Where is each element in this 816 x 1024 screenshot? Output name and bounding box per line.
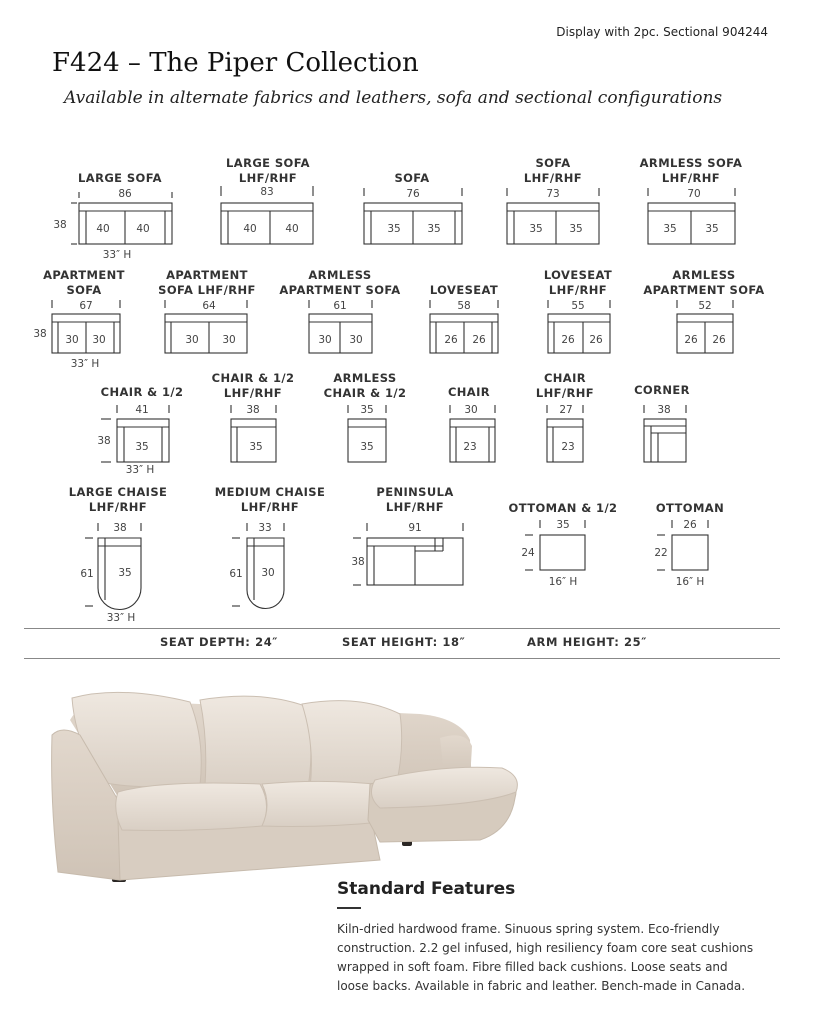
sectional-sofa-image [40, 680, 530, 890]
label-peninsula: PENINSULA LHF/RHF [376, 485, 454, 514]
cushion-armless-sofa-1: 35 [663, 223, 677, 235]
dim-armless-apartment-sofa-width: 61 [333, 300, 347, 312]
cushion-large-chaise: 35 [118, 567, 132, 579]
diagram-large-chaise [85, 523, 141, 610]
dim-chair-half-lhf-width: 38 [246, 404, 260, 416]
spec-rule-top [24, 628, 780, 629]
dim-chair-half-depth: 38 [97, 435, 111, 447]
spec-rule-bottom [24, 658, 780, 659]
dim-large-sofa-lhf-width: 83 [260, 186, 274, 198]
dim-apartment-sofa-width: 67 [79, 300, 93, 312]
page-title: F424 – The Piper Collection [52, 48, 419, 78]
cushion-armless-apartment-sofa-2-1: 26 [684, 334, 698, 346]
dim-peninsula-width: 91 [408, 522, 422, 534]
spec-seat-height: SEAT HEIGHT: 18″ [342, 635, 466, 649]
diagram-ottoman-half [525, 520, 585, 570]
cushion-chair-lhf: 23 [561, 441, 575, 453]
dim-chair-lhf-width: 27 [559, 404, 573, 416]
cushion-loveseat-lhf-1: 26 [561, 334, 575, 346]
label-sofa: SOFA [394, 171, 430, 185]
label-chair: CHAIR [447, 385, 491, 399]
cushion-sofa-lhf-2: 35 [569, 223, 583, 235]
label-armless-apartment-sofa-2: ARMLESS APARTMENT SOFA [643, 268, 765, 297]
label-armless-sofa: ARMLESS SOFA LHF/RHF [639, 156, 743, 185]
cushion-large-sofa-2: 40 [136, 223, 150, 235]
features-body: Kiln-dried hardwood frame. Sinuous spring system. Eco-friendly construction. 2.2 gel infused, high resiliency foam core seat cushions wrapped in soft foam. Fibre filled back cushions. Loose seats and loose backs. Available in fabric and leather. Bench-made in Canada. [337, 922, 754, 993]
cushion-apartment-sofa-lhf-1: 30 [185, 334, 199, 346]
cushion-armless-apartment-sofa-1: 30 [318, 334, 332, 346]
dim-armless-apartment-sofa-2-width: 52 [698, 300, 712, 312]
cushion-sofa-1: 35 [387, 223, 401, 235]
page-subtitle: Available in alternate fabrics and leathers, sofa and sectional configurations [64, 88, 723, 108]
cushion-large-sofa-lhf-1: 40 [243, 223, 257, 235]
features-heading: Standard Features [337, 879, 516, 899]
cushion-sofa-2: 35 [427, 223, 441, 235]
dim-corner-width: 38 [657, 404, 671, 416]
dim-loveseat-width: 58 [457, 300, 471, 312]
height-large-chaise: 33″ H [106, 612, 136, 624]
height-apartment-sofa: 33″ H [70, 358, 100, 370]
cushion-large-sofa-1: 40 [96, 223, 110, 235]
label-sofa-lhf: SOFA LHF/RHF [523, 156, 583, 185]
cushion-armless-sofa-2: 35 [705, 223, 719, 235]
label-apartment-sofa: APARTMENT SOFA [43, 268, 125, 297]
cushion-armless-apartment-sofa-2-2: 26 [712, 334, 726, 346]
dim-peninsula-depth: 38 [351, 556, 365, 568]
dim-medium-chaise-depth: 61 [229, 568, 243, 580]
cushion-apartment-sofa-lhf-2: 30 [222, 334, 236, 346]
display-note: Display with 2pc. Sectional 904244 [556, 25, 768, 39]
dim-large-chaise-width: 38 [113, 522, 127, 534]
dim-chair-half-width: 41 [135, 404, 149, 416]
label-medium-chaise: MEDIUM CHAISE LHF/RHF [214, 485, 326, 514]
dim-ottoman-depth: 22 [654, 547, 668, 559]
dim-armless-sofa-width: 70 [687, 188, 701, 200]
diagram-medium-chaise [232, 523, 284, 609]
label-large-chaise: LARGE CHAISE LHF/RHF [68, 485, 168, 514]
label-loveseat: LOVESEAT [429, 283, 499, 297]
cushion-apartment-sofa-1: 30 [65, 334, 79, 346]
features-divider [337, 907, 361, 909]
cushion-apartment-sofa-2: 30 [92, 334, 106, 346]
dim-loveseat-lhf-width: 55 [571, 300, 585, 312]
label-corner: CORNER [634, 383, 690, 397]
label-ottoman-half: OTTOMAN & 1/2 [508, 501, 618, 515]
dim-large-sofa-width: 86 [118, 188, 132, 200]
cushion-chair-half: 35 [135, 441, 149, 453]
label-armless-chair-half: ARMLESS CHAIR & 1/2 [323, 371, 407, 400]
cushion-loveseat-lhf-2: 26 [589, 334, 603, 346]
cushion-sofa-lhf-1: 35 [529, 223, 543, 235]
dim-ottoman-half-depth: 24 [521, 547, 535, 559]
dim-apartment-sofa-depth: 38 [33, 328, 47, 340]
label-large-sofa-lhf: LARGE SOFA LHF/RHF [226, 156, 310, 185]
label-armless-apartment-sofa: ARMLESS APARTMENT SOFA [279, 268, 401, 297]
height-ottoman: 16″ H [675, 576, 705, 588]
dim-sofa-width: 76 [406, 188, 420, 200]
label-large-sofa: LARGE SOFA [78, 171, 162, 185]
spec-seat-depth: SEAT DEPTH: 24″ [160, 635, 279, 649]
cushion-loveseat-1: 26 [444, 334, 458, 346]
dim-large-chaise-depth: 61 [80, 568, 94, 580]
dim-ottoman-width: 26 [683, 519, 697, 531]
label-chair-half: CHAIR & 1/2 [100, 385, 184, 399]
cushion-chair: 23 [463, 441, 477, 453]
spec-arm-height: ARM HEIGHT: 25″ [527, 635, 647, 649]
label-chair-half-lhf: CHAIR & 1/2 LHF/RHF [211, 371, 295, 400]
label-apartment-sofa-lhf: APARTMENT SOFA LHF/RHF [158, 268, 256, 297]
cushion-large-sofa-lhf-2: 40 [285, 223, 299, 235]
cushion-medium-chaise: 30 [261, 567, 275, 579]
dim-sofa-lhf-width: 73 [546, 188, 560, 200]
dim-ottoman-half-width: 35 [556, 519, 570, 531]
label-loveseat-lhf: LOVESEAT LHF/RHF [543, 268, 613, 297]
height-large-sofa: 33″ H [102, 249, 132, 261]
label-chair-lhf: CHAIR LHF/RHF [535, 371, 595, 400]
height-chair-half: 33″ H [125, 464, 155, 476]
label-ottoman: OTTOMAN [655, 501, 725, 515]
cushion-loveseat-2: 26 [472, 334, 486, 346]
cushion-armless-apartment-sofa-2: 30 [349, 334, 363, 346]
dim-medium-chaise-width: 33 [258, 522, 272, 534]
dim-chair-width: 30 [464, 404, 478, 416]
dim-armless-chair-half-width: 35 [360, 404, 374, 416]
height-ottoman-half: 16″ H [548, 576, 578, 588]
dim-large-sofa-depth: 38 [53, 219, 67, 231]
cushion-armless-chair-half: 35 [360, 441, 374, 453]
dim-apartment-sofa-lhf-width: 64 [202, 300, 216, 312]
cushion-chair-half-lhf: 35 [249, 441, 263, 453]
